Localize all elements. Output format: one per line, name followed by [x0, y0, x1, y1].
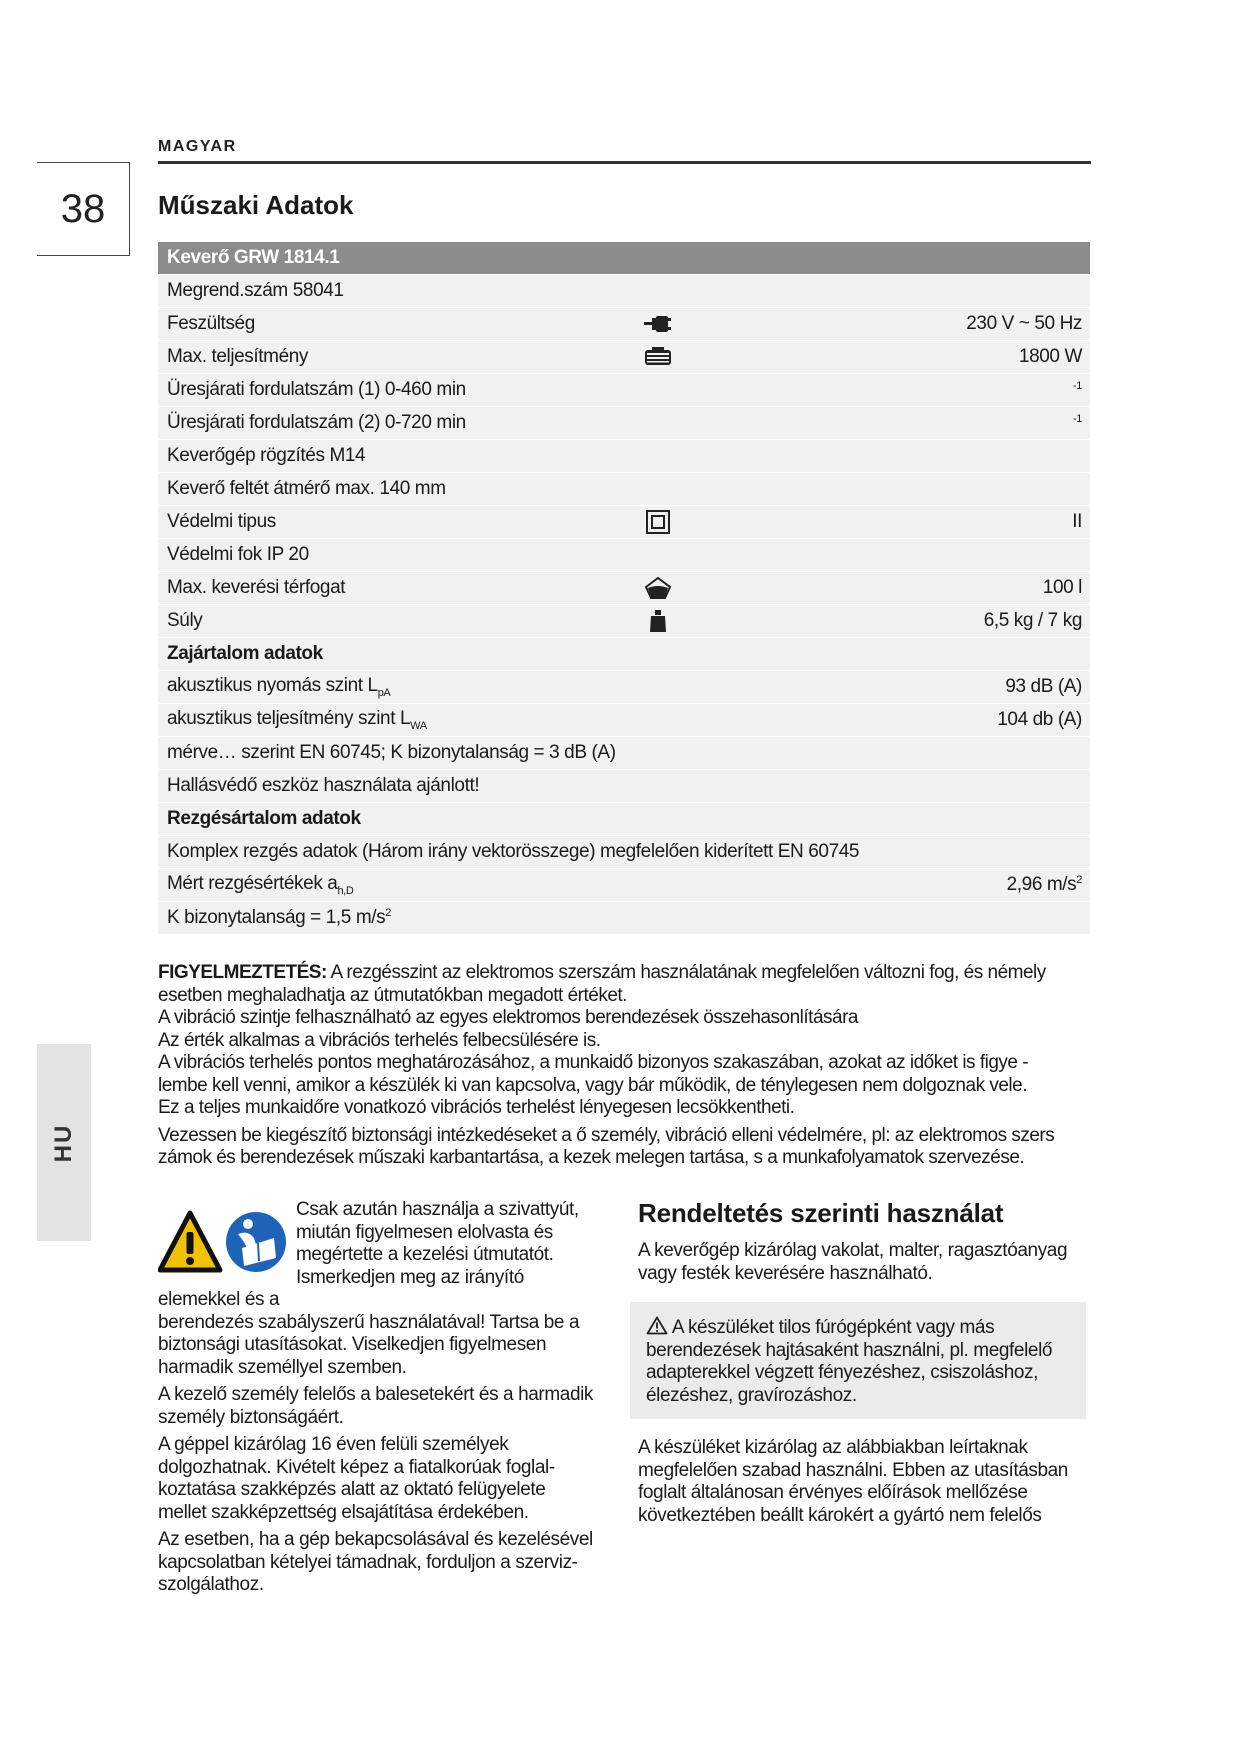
spec-row-mount — [158, 440, 1090, 472]
operator-responsibility-text: személy biztonságáért. — [158, 1406, 344, 1428]
protection-class-value: II — [1072, 510, 1082, 532]
warning-line: Ez a teljes munkaidőre vonatkozó vibrációs terhelést lényegesen lecsökkentheti. — [158, 1097, 795, 1118]
vibration-uncertainty — [167, 907, 391, 929]
warning-line: A rezgésszint az elektromos szerszám használatának megfelelően változni fog, és némely — [330, 962, 1046, 983]
double-insulation-icon — [642, 509, 674, 535]
service-contact-text: szolgálathoz. — [158, 1574, 264, 1595]
sound-power-label — [167, 708, 427, 732]
spec-row-hearing — [158, 770, 1090, 802]
mount-spec: Keverőgép rögzítés M14 — [167, 444, 366, 466]
ip-rating: Védelmi fok IP 20 — [167, 543, 309, 565]
voltage-value: 230 V ~ 50 Hz — [966, 312, 1082, 334]
age-restriction-text: mellet szakképzettség elsajátítása érdekében. — [158, 1501, 529, 1523]
intended-use-heading: Rendeltetés szerinti használat — [638, 1198, 1004, 1228]
plug-icon — [642, 311, 674, 337]
age-restriction-text: koztatása szakképzés alatt az oktató felügyelete — [158, 1479, 546, 1500]
liability-text: foglalt általánosan érvényes előírások mellőzése — [638, 1482, 1028, 1503]
liability-text: következtében beállt károkért a gyártó nem felelős — [638, 1504, 1042, 1526]
spec-row-complex — [158, 836, 1090, 868]
weight-label: Súly — [167, 609, 203, 631]
warning-line: A vibráció szintje felhasználható az egyes elektromos berendezések összehasonlítására — [158, 1007, 858, 1028]
intended-use-text: A keverőgép kizárólag vakolat, malter, ragasztóanyag — [638, 1240, 1068, 1261]
weight-icon — [642, 608, 674, 634]
sound-pressure-text: akusztikus nyomás szint L — [167, 674, 378, 696]
warning-line: lembe kell venni, amikor a készülék ki van kapcsolva, vagy bár működik, de ténylegesen nem dolgoznak vele. — [158, 1074, 1027, 1096]
power-value: 1800 W — [1018, 345, 1082, 367]
complex-vibration-note: Komplex rezgés adatok (Három irány vektorösszege) megfelelően kiderített EN 60745 — [167, 840, 860, 862]
sound-power-value: 104 db (A) — [997, 708, 1082, 730]
vibration-text: Mért rezgésértékek a — [167, 872, 338, 894]
safety-instructions — [158, 1199, 610, 1602]
diameter-spec: Keverő feltét átmérő max. 140 mm — [167, 477, 446, 499]
page-title: Műszaki Adatok — [158, 190, 354, 220]
volume-value: 100 l — [1042, 576, 1082, 598]
spec-row-vibration — [158, 869, 1090, 901]
spec-row-voltage — [158, 308, 1090, 340]
read-manual-icon — [226, 1212, 286, 1272]
spec-row-speed2 — [158, 407, 1090, 439]
spec-header-row — [158, 242, 1090, 274]
vibration-label — [167, 873, 353, 897]
sound-power-text: akusztikus teljesítmény szint L — [167, 707, 411, 729]
service-contact-text: Az esetben, ha a gép bekapcsolásával és kezelésével — [158, 1529, 593, 1550]
warning-label: FIGYELMEZTETÉS: — [158, 962, 327, 983]
liability-text: megfelelően szabad használni. Ebben az utasításban — [638, 1459, 1068, 1481]
spec-header: Keverő GRW 1814.1 — [167, 246, 340, 268]
speed2-label: Üresjárati fordulatszám (2) 0-720 min — [167, 411, 466, 433]
speed2-unit: -1 — [1073, 413, 1082, 425]
spec-row-ip — [158, 539, 1090, 571]
vibration-value — [1007, 874, 1082, 896]
order-number: Megrend.szám 58041 — [167, 279, 344, 301]
spec-row-vibration-section — [158, 803, 1090, 835]
usage-warning-box — [630, 1302, 1086, 1419]
warning-line: A vibrációs terhelés pontos meghatározásához, a munkaidő bizonyos szakaszában, azokat az időket is figye - — [158, 1052, 1029, 1073]
spec-row-weight — [158, 605, 1090, 637]
manual-notice-text: biztonsági utasításokat. Viselkedjen figyelmesen — [158, 1334, 547, 1355]
language-side-tab — [37, 1044, 91, 1241]
usage-warning-text: élezéshez, gravírozáshoz. — [646, 1384, 857, 1406]
spec-row-order — [158, 275, 1090, 307]
intended-use-section — [638, 1197, 1094, 1527]
spec-row-measured — [158, 737, 1090, 769]
noise-section-heading: Zajártalom adatok — [167, 642, 323, 664]
sound-power-sub: WA — [410, 719, 427, 732]
protection-class-label: Védelmi tipus — [167, 510, 276, 532]
sound-pressure-value: 93 dB (A) — [1005, 675, 1082, 697]
warning-line: zámok és berendezések műszaki karbantartása, a kezek melegen tartása, s a munkafolyamatok szervezése. — [158, 1147, 1025, 1168]
voltage-label: Feszültség — [167, 312, 255, 334]
spec-row-protection-class — [158, 506, 1090, 538]
warning-line: Vezessen be kiegészítő biztonsági intézkedéseket a ő személy, vibráció elleni védelmére, pl: az elektromos szers — [158, 1124, 1055, 1146]
speed1-unit: -1 — [1073, 380, 1082, 392]
spec-table — [158, 242, 1090, 935]
page-number-box — [37, 162, 130, 256]
vibration-section-heading: Rezgésártalom adatok — [167, 807, 361, 829]
liability-text: A készüléket kizárólag az alábbiakban leírtaknak — [638, 1437, 1028, 1458]
speed1-label: Üresjárati fordulatszám (1) 0-460 min — [167, 378, 466, 400]
spec-row-diameter — [158, 473, 1090, 505]
age-restriction-text: A géppel kizárólag 16 éven felüli személyek — [158, 1434, 509, 1455]
sound-pressure-label — [167, 675, 390, 699]
uncertainty-sup: 2 — [385, 906, 391, 919]
warning-triangle-icon — [160, 1213, 220, 1270]
safety-icons — [158, 1208, 288, 1286]
vibration-sub: h,D — [337, 884, 354, 897]
spec-row-uncertainty — [158, 902, 1090, 934]
hearing-protection-note: Hallásvédő eszköz használata ajánlott! — [167, 774, 480, 796]
usage-warning-text: berendezések hajtásaként használni, pl. megfelelő — [646, 1339, 1053, 1361]
intended-use-text: vagy festék keverésére használható. — [638, 1262, 933, 1284]
service-contact-text: kapcsolatban kételyei támadnak, forduljon a szerviz- — [158, 1551, 578, 1573]
measurement-note: mérve… szerint EN 60745; K bizonytalanság = 3 dB (A) — [167, 741, 616, 763]
motor-icon — [642, 344, 674, 370]
spec-row-noise-section — [158, 638, 1090, 670]
warning-line: Az érték alkalmas a vibrációs terhelés felbecsülésére is. — [158, 1029, 601, 1051]
page-number: 38 — [60, 186, 106, 231]
operator-responsibility-text: A kezelő személy felelős a balesetekért és a harmadik — [158, 1384, 594, 1405]
manual-notice-text: megértette a kezelési útmutatót. — [296, 1244, 554, 1265]
manual-notice-text: miután figyelmesen elolvasta és — [296, 1221, 553, 1243]
vibration-warning — [158, 962, 1098, 1170]
spec-row-speed1 — [158, 374, 1090, 406]
vibration-value-sup: 2 — [1076, 873, 1082, 886]
power-label: Max. teljesítmény — [167, 345, 309, 367]
uncertainty-text: K bizonytalanság = 1,5 m/s — [167, 906, 386, 928]
spec-row-power-level — [158, 704, 1090, 736]
header-rule — [158, 161, 1091, 164]
usage-warning-text: A készüléket tilos fúrógépként vagy más — [671, 1317, 995, 1338]
spec-row-volume — [158, 572, 1090, 604]
spec-row-pressure — [158, 671, 1090, 703]
age-restriction-text: dolgozhatnak. Kivételt képez a fiatalkorúak foglal- — [158, 1456, 555, 1478]
vibration-value-text: 2,96 m/s — [1006, 873, 1077, 895]
manual-notice-text: berendezés szabályszerű használatával! Tartsa be a — [158, 1311, 580, 1333]
manual-notice-text: Ismerkedjen meg az irányító elemekkel és a — [158, 1266, 524, 1310]
language-label: MAGYAR — [158, 138, 237, 155]
volume-label: Max. keverési térfogat — [167, 576, 346, 598]
side-tab-label: HU — [50, 1123, 77, 1162]
spec-row-power — [158, 341, 1090, 373]
bucket-icon — [642, 575, 674, 601]
manual-notice-text: harmadik személlyel szemben. — [158, 1356, 407, 1378]
usage-warning-text: adapterekkel végzett fényezéshez, csiszoláshoz, — [646, 1362, 1039, 1383]
weight-value: 6,5 kg / 7 kg — [983, 609, 1082, 631]
sound-pressure-sub: pA — [377, 686, 391, 699]
warning-line: esetben meghaladhatja az útmutatókban megadott értéket. — [158, 984, 627, 1006]
manual-notice-text: Csak azután használja a szivattyút, — [296, 1199, 579, 1220]
caution-triangle-icon — [646, 1316, 668, 1335]
